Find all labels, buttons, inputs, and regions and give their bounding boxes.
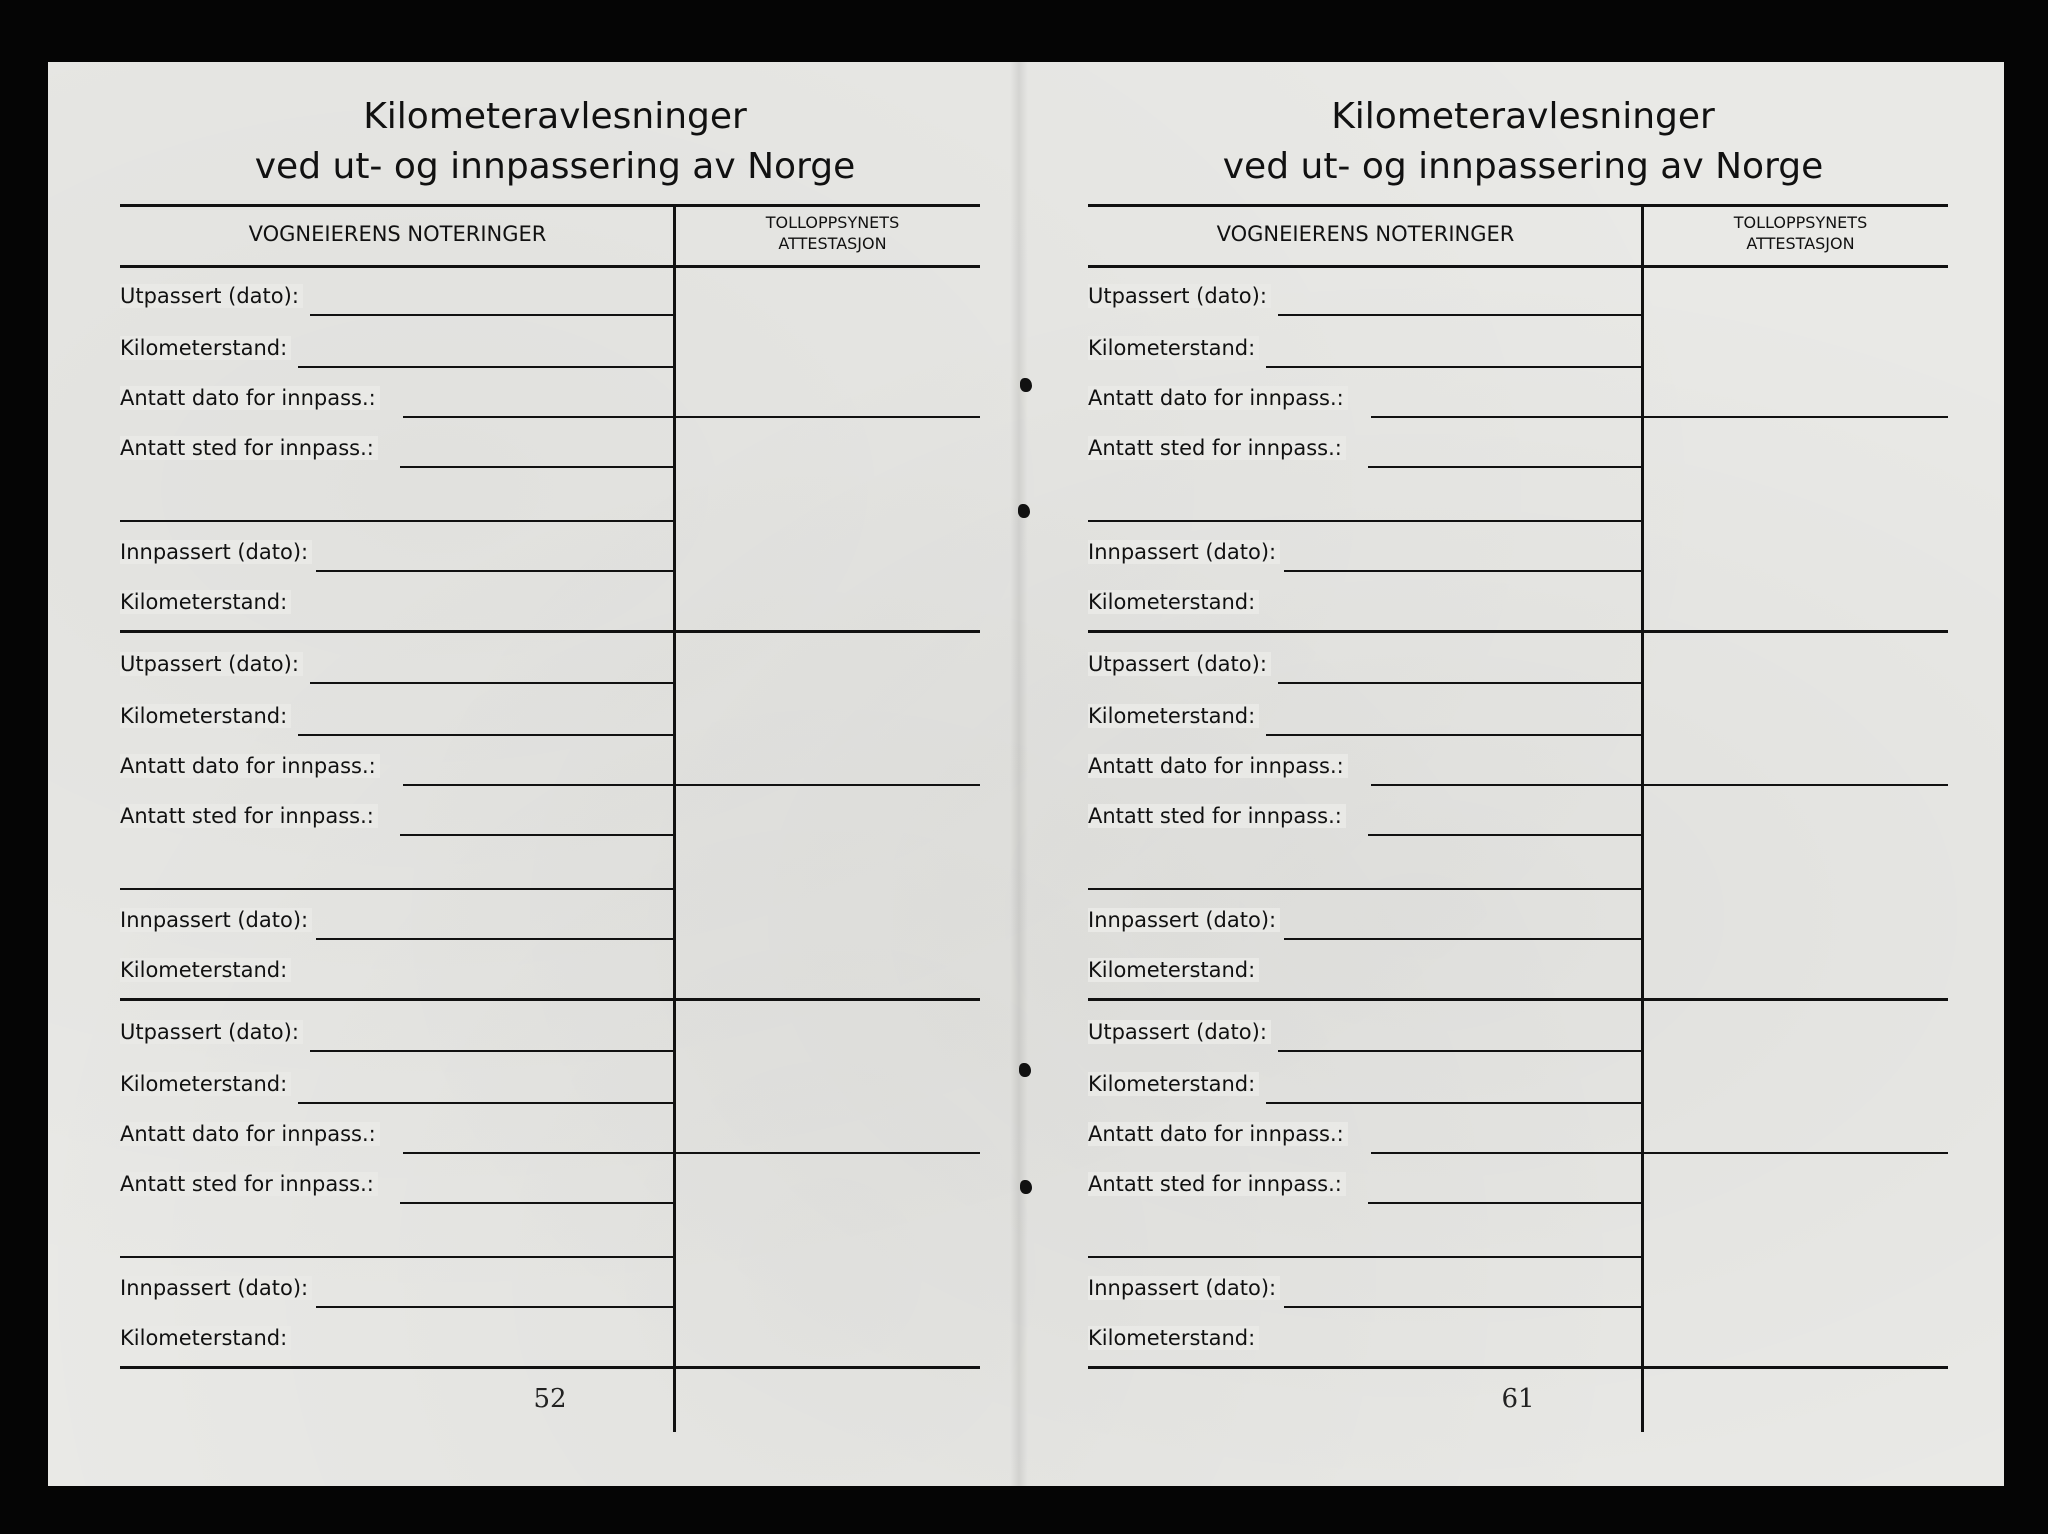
field-label-kilometerstand-ut: Kilometerstand: [1088, 1072, 1259, 1096]
page-subtitle: ved ut- og innpassering av Norge [254, 146, 856, 187]
staple-hole [1019, 1063, 1031, 1077]
header-top-rule [1088, 204, 1948, 207]
fill-line [1088, 520, 1641, 522]
customs-attestation-header [675, 212, 990, 254]
field-label-utpassert: Utpassert (dato): [120, 1020, 303, 1044]
block-separator [1088, 1366, 1948, 1369]
fill-line [1368, 1202, 1641, 1204]
fill-line [298, 734, 673, 736]
fill-line [1371, 1152, 1641, 1154]
field-label-antatt-dato: Antatt dato for innpass.: [1088, 754, 1348, 778]
field-label-antatt-sted: Antatt sted for innpass.: [120, 804, 378, 828]
attestation-line [1644, 1152, 1948, 1154]
owner-notes-header: VOGNEIERENS NOTERINGER [248, 222, 547, 246]
field-label-innpassert: Innpassert (dato): [120, 908, 312, 932]
fill-line [1371, 784, 1641, 786]
field-label-kilometerstand-inn: Kilometerstand: [120, 1326, 291, 1350]
fill-line [1368, 466, 1641, 468]
customs-header-line2: ATTESTASJON [1746, 234, 1855, 253]
page-title: Kilometeravlesninger [1331, 96, 1715, 137]
customs-header-line1: TOLLOPPSYNETS [1733, 213, 1868, 232]
fill-line [400, 466, 673, 468]
fill-line [1266, 366, 1641, 368]
fill-line [1284, 1306, 1641, 1308]
attestation-line [676, 1152, 980, 1154]
header-top-rule [120, 204, 980, 207]
fill-line [120, 888, 673, 890]
field-label-innpassert: Innpassert (dato): [1088, 540, 1280, 564]
field-label-kilometerstand-inn: Kilometerstand: [120, 590, 291, 614]
field-label-kilometerstand-ut: Kilometerstand: [120, 336, 291, 360]
fill-line [1266, 1102, 1641, 1104]
header-bottom-rule [1088, 265, 1948, 268]
fill-line [310, 682, 673, 684]
fill-line [1088, 1256, 1641, 1258]
field-label-kilometerstand-ut: Kilometerstand: [1088, 704, 1259, 728]
field-label-innpassert: Innpassert (dato): [120, 540, 312, 564]
field-label-innpassert: Innpassert (dato): [1088, 1276, 1280, 1300]
fill-line [1278, 1050, 1641, 1052]
owner-notes-header: VOGNEIERENS NOTERINGER [1216, 222, 1515, 246]
block-separator [120, 630, 980, 633]
page-number: 52 [533, 1384, 567, 1414]
field-label-antatt-sted: Antatt sted for innpass.: [120, 436, 378, 460]
field-label-antatt-sted: Antatt sted for innpass.: [1088, 804, 1346, 828]
staple-hole [1020, 378, 1032, 392]
fill-line [316, 1306, 673, 1308]
column-divider [1641, 204, 1644, 1432]
field-label-utpassert: Utpassert (dato): [120, 284, 303, 308]
field-label-kilometerstand-inn: Kilometerstand: [120, 958, 291, 982]
left-page [120, 62, 990, 1486]
fill-line [400, 834, 673, 836]
block-separator [1088, 630, 1948, 633]
fill-line [120, 1256, 673, 1258]
attestation-line [1644, 784, 1948, 786]
field-label-antatt-dato: Antatt dato for innpass.: [1088, 386, 1348, 410]
field-label-antatt-dato: Antatt dato for innpass.: [120, 386, 380, 410]
field-label-antatt-sted: Antatt sted for innpass.: [120, 1172, 378, 1196]
fill-line [1278, 314, 1641, 316]
field-label-utpassert: Utpassert (dato): [1088, 284, 1271, 308]
field-label-kilometerstand-ut: Kilometerstand: [1088, 336, 1259, 360]
field-label-antatt-dato: Antatt dato for innpass.: [120, 1122, 380, 1146]
block-separator [120, 998, 980, 1001]
customs-header-line2: ATTESTASJON [778, 234, 887, 253]
customs-header-line1: TOLLOPPSYNETS [765, 213, 900, 232]
field-label-antatt-sted: Antatt sted for innpass.: [1088, 436, 1346, 460]
page-number: 61 [1501, 1384, 1535, 1414]
fill-line [1278, 682, 1641, 684]
fill-line [310, 314, 673, 316]
attestation-line [676, 416, 980, 418]
field-label-innpassert: Innpassert (dato): [1088, 908, 1280, 932]
book-fold [1010, 62, 1028, 1486]
fill-line [298, 1102, 673, 1104]
field-label-antatt-dato: Antatt dato for innpass.: [1088, 1122, 1348, 1146]
field-label-antatt-sted: Antatt sted for innpass.: [1088, 1172, 1346, 1196]
field-label-kilometerstand-inn: Kilometerstand: [1088, 958, 1259, 982]
staple-hole [1020, 1180, 1032, 1194]
column-divider [673, 204, 676, 1432]
header-bottom-rule [120, 265, 980, 268]
fill-line [400, 1202, 673, 1204]
fill-line [1284, 938, 1641, 940]
fill-line [316, 570, 673, 572]
fill-line [1368, 834, 1641, 836]
block-separator [120, 1366, 980, 1369]
field-label-kilometerstand-inn: Kilometerstand: [1088, 590, 1259, 614]
attestation-line [676, 784, 980, 786]
field-label-kilometerstand-inn: Kilometerstand: [1088, 1326, 1259, 1350]
fill-line [403, 1152, 673, 1154]
fill-line [1266, 734, 1641, 736]
field-label-utpassert: Utpassert (dato): [1088, 1020, 1271, 1044]
field-label-innpassert: Innpassert (dato): [120, 1276, 312, 1300]
attestation-line [1644, 416, 1948, 418]
right-page [1088, 62, 1958, 1486]
fill-line [316, 938, 673, 940]
fill-line [1088, 888, 1641, 890]
fill-line [120, 520, 673, 522]
fill-line [1284, 570, 1641, 572]
field-label-utpassert: Utpassert (dato): [1088, 652, 1271, 676]
fill-line [403, 784, 673, 786]
staple-hole [1018, 504, 1030, 518]
field-label-antatt-dato: Antatt dato for innpass.: [120, 754, 380, 778]
field-label-utpassert: Utpassert (dato): [120, 652, 303, 676]
page-subtitle: ved ut- og innpassering av Norge [1222, 146, 1824, 187]
field-label-kilometerstand-ut: Kilometerstand: [120, 704, 291, 728]
fill-line [1371, 416, 1641, 418]
fill-line [298, 366, 673, 368]
fill-line [310, 1050, 673, 1052]
customs-attestation-header [1643, 212, 1958, 254]
fill-line [403, 416, 673, 418]
field-label-kilometerstand-ut: Kilometerstand: [120, 1072, 291, 1096]
block-separator [1088, 998, 1948, 1001]
page-title: Kilometeravlesninger [363, 96, 747, 137]
